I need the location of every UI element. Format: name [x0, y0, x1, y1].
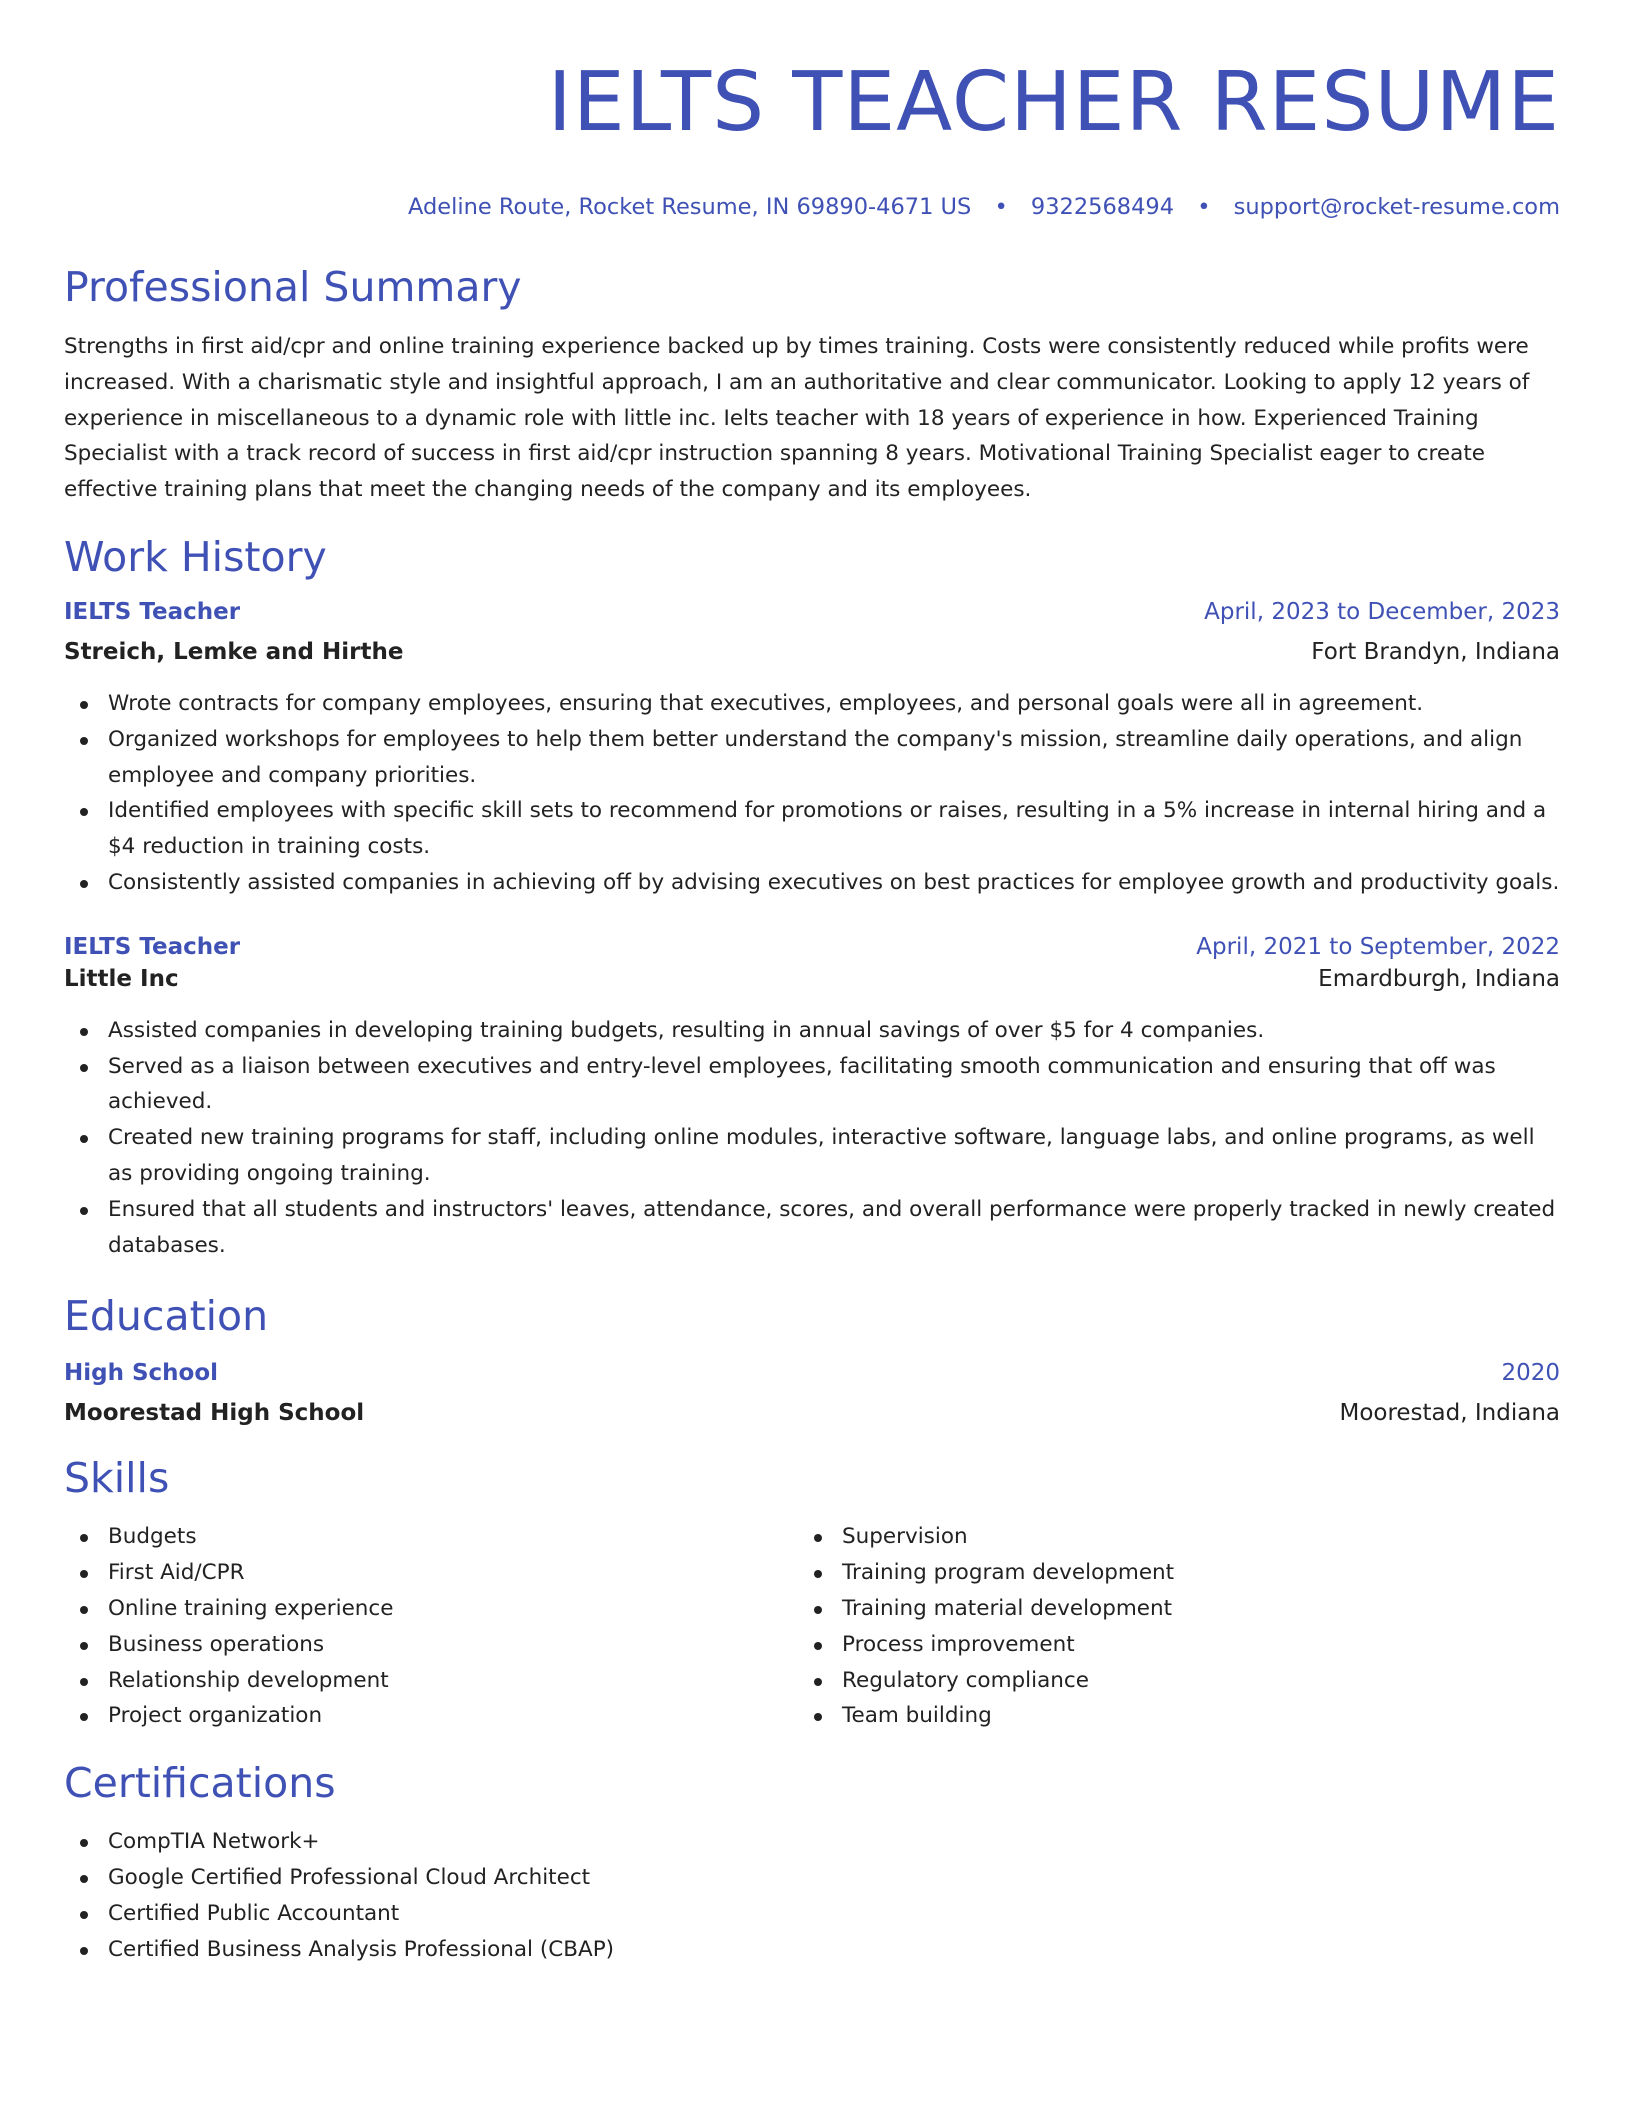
skills-column-left: [64, 1519, 798, 1734]
list-item: Consistently assisted companies in achieving off by advising executives on best practices for employee growth and productivity goals.: [64, 865, 1560, 901]
school-name: Moorestad High School: [64, 1400, 365, 1427]
contact-separator: •: [994, 194, 1008, 220]
job-bullets: [64, 1013, 1560, 1264]
skill-item: Online training experience: [64, 1591, 798, 1627]
work-entry-header: [64, 596, 1560, 628]
graduation-year: 2020: [1501, 1360, 1560, 1387]
list-item: Organized workshops for employees to help them better understand the company's mission, streamline daily operations, and align employee and company priorities.: [64, 722, 1560, 794]
contact-separator: •: [1197, 194, 1211, 220]
skill-item: Regulatory compliance: [798, 1663, 1532, 1699]
work-entry-header: [64, 931, 1560, 963]
company-name: Streich, Lemke and Hirthe: [64, 638, 404, 665]
section-heading-certifications: Certifications: [64, 1759, 336, 1808]
list-item: Served as a liaison between executives and entry-level employees, facilitating smooth communication and ensuring that off was achieved.: [64, 1049, 1560, 1121]
job-bullets: [64, 686, 1560, 901]
skills-list-left: [64, 1519, 798, 1734]
section-heading-education: Education: [64, 1292, 269, 1341]
work-entry-subheader: [64, 636, 1560, 668]
education-entry-header: [64, 1357, 1560, 1389]
certification-item: Certified Public Accountant: [64, 1896, 1560, 1932]
skills-grid: [64, 1519, 1560, 1734]
job-dates: April, 2023 to December, 2023: [1204, 598, 1560, 625]
skill-item: First Aid/CPR: [64, 1555, 798, 1591]
section-heading-summary: Professional Summary: [64, 263, 522, 311]
certification-item: Google Certified Professional Cloud Architect: [64, 1860, 1560, 1896]
contact-phone: 9322568494: [1030, 194, 1175, 220]
skills-column-right: [798, 1519, 1532, 1734]
job-title: IELTS Teacher: [64, 933, 241, 960]
resume-page: [64, 0, 1560, 1967]
work-entry: [64, 596, 1560, 901]
work-entry: [64, 931, 1560, 1264]
skill-item: Training program development: [798, 1555, 1532, 1591]
skill-item: Project organization: [64, 1698, 798, 1734]
job-location: Fort Brandyn, Indiana: [1311, 638, 1560, 665]
list-item: Identified employees with specific skill sets to recommend for promotions or raises, resulting in a 5% increase in internal hiring and a $4 reduction in training costs.: [64, 793, 1560, 865]
list-item: Wrote contracts for company employees, ensuring that executives, employees, and personal goals were all in agreement.: [64, 686, 1560, 722]
job-dates: April, 2021 to September, 2022: [1196, 933, 1560, 960]
skill-item: Process improvement: [798, 1627, 1532, 1663]
certification-item: CompTIA Network+: [64, 1824, 1560, 1860]
contact-address: Adeline Route, Rocket Resume, IN 69890-4671 US: [408, 194, 972, 220]
list-item: Ensured that all students and instructors' leaves, attendance, scores, and overall performance were properly tracked in newly created databases.: [64, 1192, 1560, 1264]
list-item: Assisted companies in developing training budgets, resulting in annual savings of over $5 for 4 companies.: [64, 1013, 1560, 1049]
section-heading-work-history: Work History: [64, 532, 327, 581]
degree: High School: [64, 1360, 219, 1387]
skill-item: Supervision: [798, 1519, 1532, 1555]
education-entry: [64, 1357, 1560, 1429]
skill-item: Training material development: [798, 1591, 1532, 1627]
skill-item: Budgets: [64, 1519, 798, 1555]
summary-text: Strengths in first aid/cpr and online training experience backed up by times training. Costs were consistently reduced while profits were increased. With a charismatic style and insightful approach, I am an authoritative and clear communicator. Looking to apply 12 years of experience in miscellaneous to a dynamic role with little inc. Ielts teacher with 18 years of experience in how. Experienced Training Specialist with a track record of success in first aid/cpr instruction spanning 8 years. Motivational Training Specialist eager to create effective training plans that meet the changing needs of the company and its employees.: [64, 334, 1530, 503]
skills-list-right: [798, 1519, 1532, 1734]
skill-item: Team building: [798, 1698, 1532, 1734]
job-title: IELTS Teacher: [64, 598, 241, 625]
skill-item: Relationship development: [64, 1663, 798, 1699]
contact-line: [64, 192, 1560, 222]
list-item: Created new training programs for staff, including online modules, interactive software, language labs, and online programs, as well as providing ongoing training.: [64, 1120, 1560, 1192]
certifications-list: [64, 1824, 1560, 1967]
skill-item: Business operations: [64, 1627, 798, 1663]
school-location: Moorestad, Indiana: [1339, 1400, 1560, 1427]
work-entry-subheader: [64, 963, 1560, 995]
section-heading-skills: Skills: [64, 1454, 170, 1503]
certification-item: Certified Business Analysis Professional (CBAP): [64, 1932, 1560, 1968]
contact-email: support@rocket-resume.com: [1233, 194, 1560, 220]
job-location: Emardburgh, Indiana: [1318, 965, 1560, 992]
company-name: Little Inc: [64, 965, 179, 992]
resume-title: IELTS TEACHER RESUME: [547, 55, 1560, 150]
education-entry-subheader: [64, 1397, 1560, 1429]
